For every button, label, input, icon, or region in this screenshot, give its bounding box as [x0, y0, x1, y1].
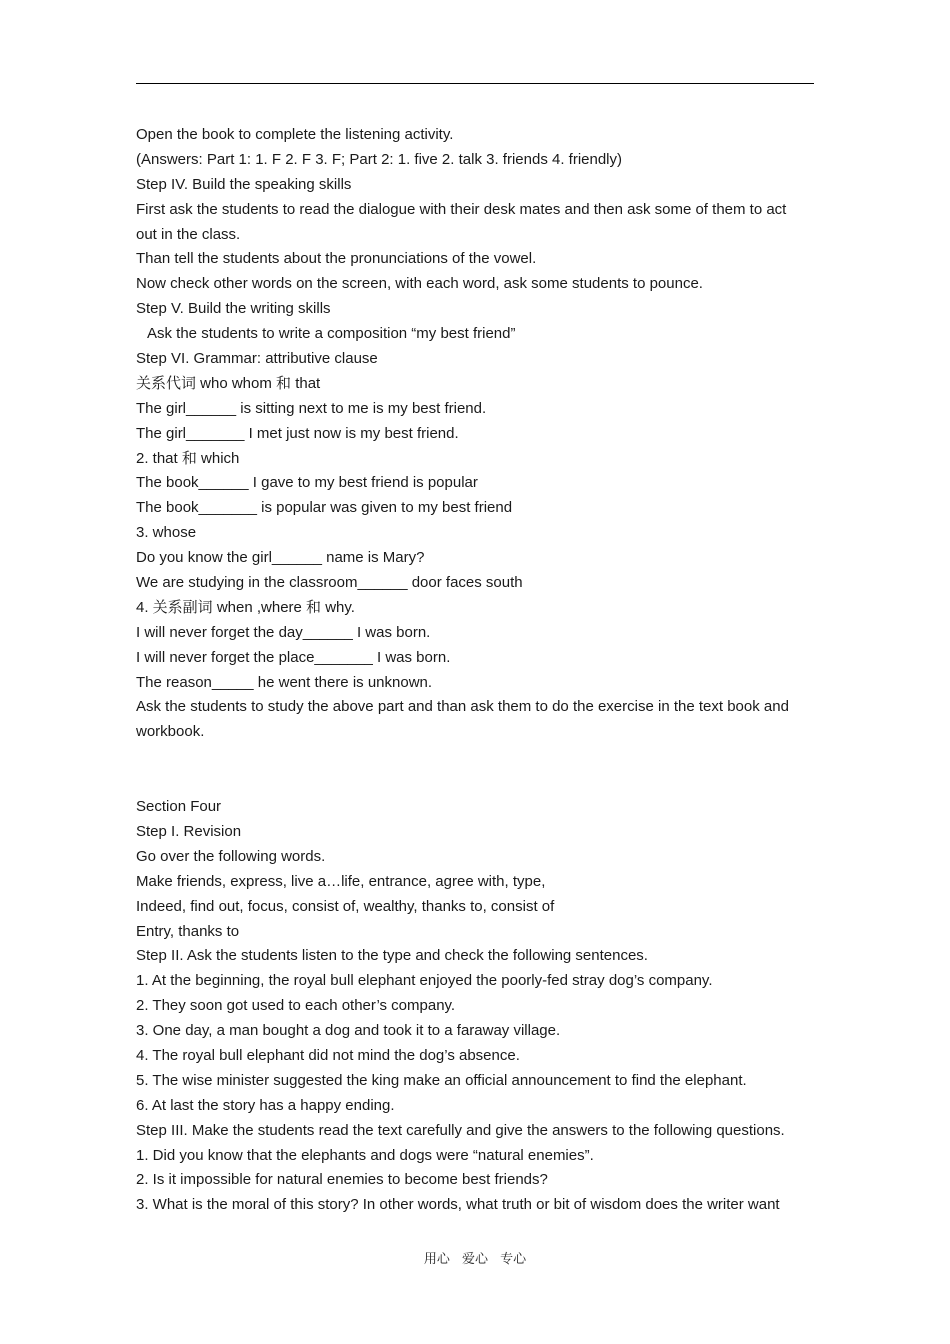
exercise-line: Do you know the girl______ name is Mary?: [136, 549, 425, 567]
footer-text: 爱心: [461, 1252, 488, 1267]
step-heading: Step V. Build the writing skills: [136, 300, 331, 318]
exercise-line: I will never forget the day______ I was born.: [136, 623, 431, 641]
text-line: Make friends, express, live a…life, entrance, agree with, type,: [136, 872, 546, 890]
section-heading: Section Four: [136, 798, 222, 816]
list-item: 1. At the beginning, the royal bull elephant enjoyed the poorly-fed stray dog’s company.: [136, 972, 713, 990]
text-line: Go over the following words.: [136, 847, 326, 865]
text-line: 2. that 和 which: [136, 449, 240, 467]
blank-line: [136, 770, 816, 795]
text-line: workbook.: [136, 723, 205, 741]
exercise-line: I will never forget the place_______ I was born.: [136, 648, 451, 666]
blank-line: [136, 745, 816, 770]
list-item: 5. The wise minister suggested the king make an official announcement to find the elephant.: [136, 1071, 747, 1089]
step-heading: Step II. Ask the students listen to the type and check the following sentences.: [136, 947, 648, 965]
text-line: 3. whose: [136, 524, 197, 542]
text-line: First ask the students to read the dialogue with their desk mates and then ask some of them to act: [136, 200, 787, 218]
list-item: 1. Did you know that the elephants and dogs were “natural enemies”.: [136, 1146, 594, 1164]
step-heading: Step IV. Build the speaking skills: [136, 175, 352, 193]
footer-text: 专心: [500, 1252, 527, 1267]
list-item: 2. Is it impossible for natural enemies to become best friends?: [136, 1171, 548, 1189]
step-heading: Step III. Make the students read the text carefully and give the answers to the following questions.: [136, 1121, 785, 1139]
list-item: 3. One day, a man bought a dog and took it to a faraway village.: [136, 1022, 561, 1040]
text-line: Than tell the students about the pronunciations of the vowel.: [136, 250, 537, 268]
text-line: Open the book to complete the listening activity.: [136, 126, 454, 143]
text-line: Ask the students to study the above part and than ask them to do the exercise in the text book and: [136, 698, 789, 716]
text-line: Ask the students to write a composition “my best friend”: [147, 325, 516, 343]
exercise-line: The book______ I gave to my best friend is popular: [136, 474, 478, 492]
text-line: Entry, thanks to: [136, 922, 240, 940]
step-heading: Step I. Revision: [136, 822, 242, 840]
text-line: (Answers: Part 1: 1. F 2. F 3. F; Part 2: 1. five 2. talk 3. friends 4. friendly): [136, 150, 623, 168]
footer-text: 用心: [423, 1252, 450, 1267]
list-item: 3. What is the moral of this story? In other words, what truth or bit of wisdom does the writer want: [136, 1196, 780, 1214]
text-line: 关系代词 who whom 和 that: [136, 374, 321, 392]
header-rule: [136, 83, 814, 84]
exercise-line: The book_______ is popular was given to my best friend: [136, 499, 513, 517]
document-body: [136, 123, 816, 1218]
step-heading: Step VI. Grammar: attributive clause: [136, 350, 378, 368]
page-footer: [0, 1248, 950, 1267]
exercise-line: We are studying in the classroom______ door faces south: [136, 574, 523, 592]
list-item: 2. They soon got used to each other’s company.: [136, 997, 456, 1015]
text-line: Now check other words on the screen, with each word, ask some students to pounce.: [136, 275, 703, 293]
text-line: out in the class.: [136, 225, 241, 243]
text-line: Indeed, find out, focus, consist of, wealthy, thanks to, consist of: [136, 897, 555, 915]
list-item: 6. At last the story has a happy ending.: [136, 1096, 395, 1114]
exercise-line: The girl_______ I met just now is my best friend.: [136, 424, 459, 442]
text-line: 4. 关系副词 when ,where 和 why.: [136, 598, 355, 616]
exercise-line: The girl______ is sitting next to me is my best friend.: [136, 399, 487, 417]
exercise-line: The reason_____ he went there is unknown.: [136, 673, 433, 691]
list-item: 4. The royal bull elephant did not mind the dog’s absence.: [136, 1046, 520, 1064]
